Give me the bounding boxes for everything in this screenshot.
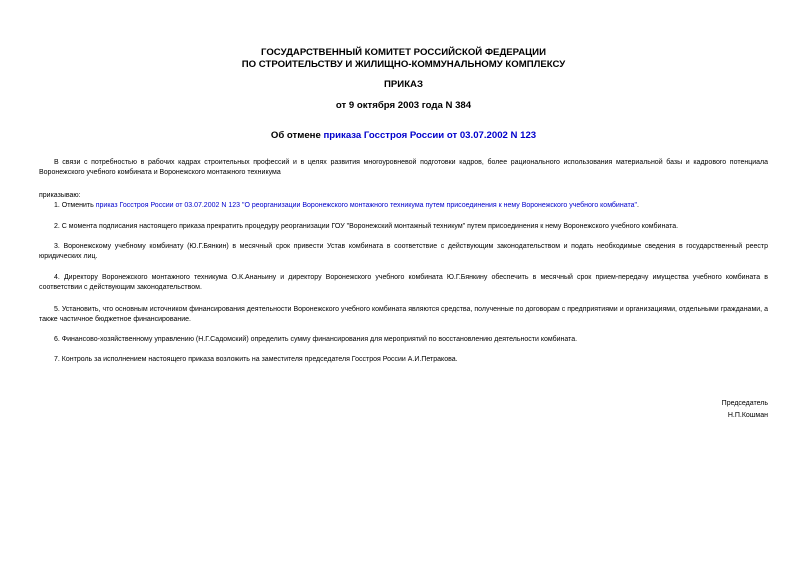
issuer-line-2: ПО СТРОИТЕЛЬСТВУ И ЖИЛИЩНО-КОММУНАЛЬНОМУ КОМПЛЕКСУ xyxy=(241,58,566,70)
signatory-title: Председатель xyxy=(721,400,768,407)
item-7-paragraph: 7. Контроль за исполнением настоящего приказа возложить на заместителя председателя Госстроя России А.И.Петракова. xyxy=(54,356,458,363)
item-1-order-link[interactable]: приказ Госстроя России от 03.07.2002 N 123 xyxy=(95,202,241,209)
item-4-paragraph: 4. Директору Воронежского монтажного техникума О.К.Ананьину и директору Воронежского учебного комбината Ю.Г.Бянкину обеспечить в месячный срок прием-передачу имущества учебного комбината в соответствии с действующим законодательством. xyxy=(39,274,768,291)
signatory-name: Н.П.Кошман xyxy=(727,412,768,419)
signature-block xyxy=(722,398,768,422)
issuer-line-1: ГОСУДАРСТВЕННЫЙ КОМИТЕТ РОССИЙСКОЙ ФЕДЕРАЦИИ xyxy=(261,47,546,58)
item-1-title-link[interactable]: "О реорганизации Воронежского монтажного техникума путем присоединения к нему Воронежского учебного комбината" xyxy=(241,202,637,209)
item-2-paragraph: 2. С момента подписания настоящего приказа прекратить процедуру реорганизации ГОУ "Воронежский монтажный техникум" путем присоединения к нему Воронежского учебного комбината. xyxy=(54,223,679,230)
subject-prefix: Об отмене xyxy=(270,130,324,141)
document-date-number: от 9 октября 2003 года N 384 xyxy=(335,100,472,111)
item-1-prefix: 1. Отменить xyxy=(54,202,96,209)
subject-link[interactable]: приказа Госстроя России от 03.07.2002 N 123 xyxy=(323,130,537,141)
document-subject xyxy=(0,130,807,142)
item-3-paragraph: 3. Воронежскому учебному комбинату (Ю.Г.Бянкин) в месячный срок привести Устав комбината в соответствие с действующим законодательством и подать необходимые сведения в государственный реестр юридических лиц. xyxy=(39,243,768,260)
issuer-heading xyxy=(0,47,807,70)
order-word: приказываю: xyxy=(39,192,81,199)
document-type: ПРИКАЗ xyxy=(384,79,423,90)
item-1-paragraph xyxy=(39,201,768,211)
preamble-paragraph: В связи с потребностью в рабочих кадрах строительных профессий и в целях развития многоуровневой подготовки кадров, более рационального использования материальной базы и кадрового потенциала Воронежского учебного комбината и Воронежского монтажного техникума xyxy=(39,159,768,176)
item-5-paragraph: 5. Установить, что основным источником финансирования деятельности Воронежского учебного комбината являются средства, полученные по договорам с предприятиями и организациями, отдельными гражданами, а также частичное бюджетное финансирование. xyxy=(39,306,768,323)
item-6-paragraph: 6. Финансово-хозяйственному управлению (Н.Г.Садомский) определить сумму финансирования для мероприятий по восстановлению деятельности комбината. xyxy=(54,336,578,343)
item-1-suffix: . xyxy=(636,202,639,209)
